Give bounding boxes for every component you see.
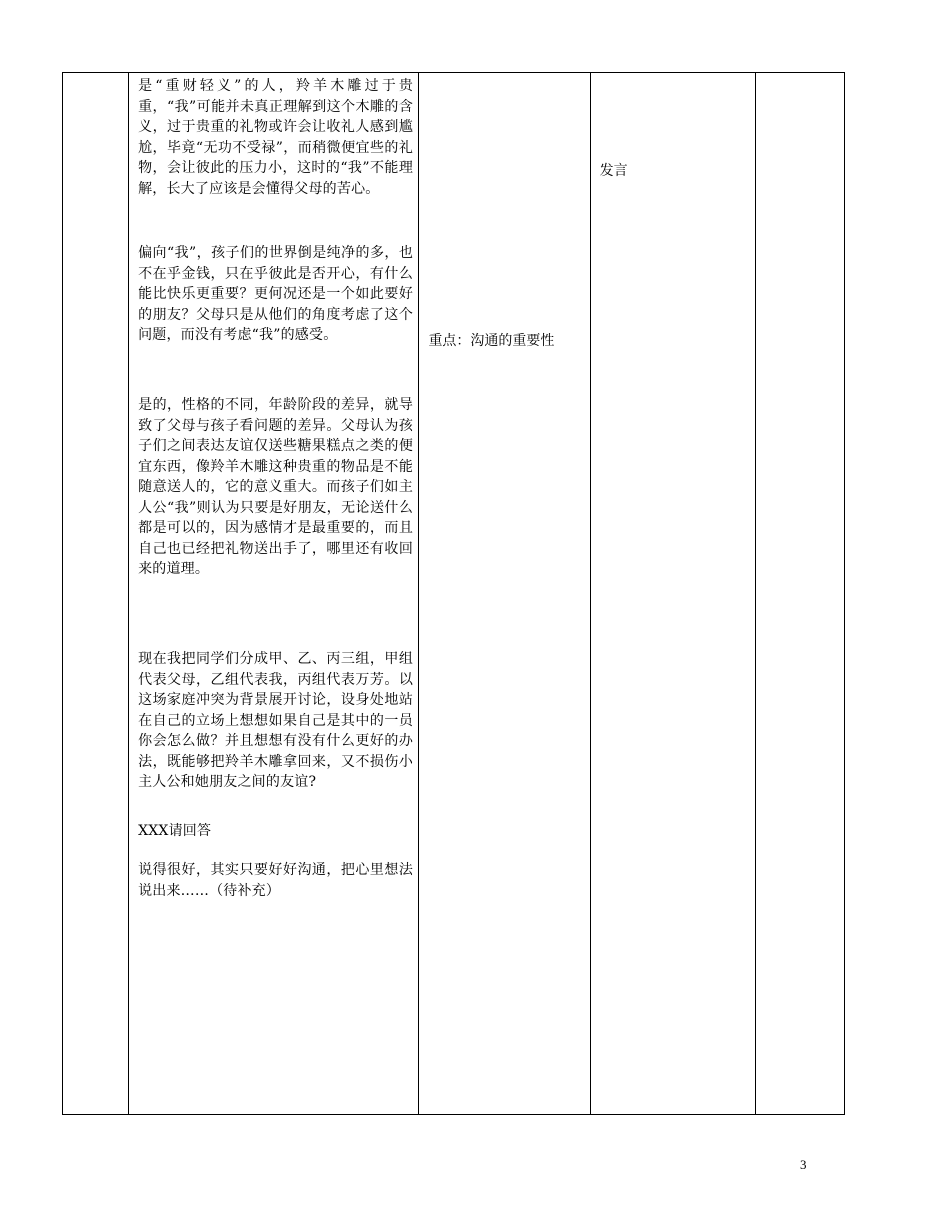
key-point-note: 重点：沟通的重要性 xyxy=(428,333,555,349)
content-paragraph-4: 现在我把同学们分成甲、乙、丙三组，甲组代表父母，乙组代表我，丙组代表万芳。以这场家庭冲突为背景展开讨论，设身处地站在自己的立场上想想如果自己是其中的一员你会怎么做？并且想想有没有什么更好的办法，既能够把羚羊木雕拿回来，又不损伤小主人公和她朋友之间的友谊? xyxy=(138,651,414,790)
content-paragraph-2: 偏向“我”，孩子们的世界倒是纯净的多，也不在乎金钱，只在乎彼此是否开心，有什么能比快乐更重要？更何况还是一个如此要好的朋友？父母只是从他们的角度考虑了这个问题，而没有考虑“我”的感受。 xyxy=(138,245,414,343)
content-paragraph-3: 是的，性格的不同，年龄阶段的差异，就导致了父母与孩子看问题的差异。父母认为孩子们之间表达友谊仅送些糖果糕点之类的便宜东西，像羚羊木雕这种贵重的物品是不能随意送人的，它的意义重大。而孩子们如主人公“我”则认为只要是好朋友，无论送什么都是可以的，因为感情才是最重要的，而且自己也已经把礼物送出手了，哪里还有收回来的道理。 xyxy=(138,397,414,577)
content-paragraph-1: 是“重财轻义”的人，羚羊木雕过于贵重，“我”可能并未真正理解到这个木雕的含义，过于贵重的礼物或许会让收礼人感到尴尬，毕竟“无功不受禄”，而稍微便宜些的礼物，会让彼此的压力小，这时的“我”不能理解，长大了应该是会懂得父母的苦心。 xyxy=(138,78,414,197)
page-number: 3 xyxy=(800,1157,807,1172)
content-paragraph-6: 说得很好，其实只要好好沟通，把心里想法说出来……（待补充） xyxy=(138,862,414,899)
content-paragraph-5: XXX请回答 xyxy=(138,823,212,839)
student-activity-cell xyxy=(590,73,755,1115)
teaching-content-cell xyxy=(129,73,419,1115)
table-row xyxy=(63,73,845,1115)
lesson-plan-table xyxy=(62,72,845,1115)
student-activity-label: 发言 xyxy=(599,163,628,179)
step-cell xyxy=(63,73,129,1115)
notes-cell xyxy=(419,73,590,1115)
remarks-cell xyxy=(755,73,844,1115)
